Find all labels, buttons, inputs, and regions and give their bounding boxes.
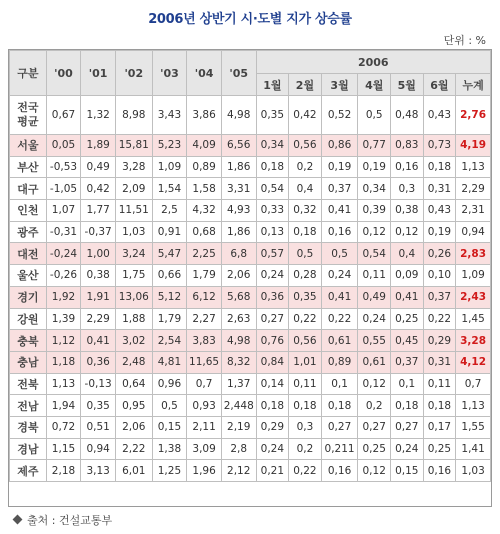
- header-month: 3월: [321, 74, 358, 96]
- value-cell: 2,19: [221, 416, 256, 438]
- value-cell: 0,18: [391, 395, 424, 417]
- value-cell: 0,38: [391, 200, 424, 222]
- cumulative-cell: 3,28: [456, 330, 491, 352]
- table-row: [10, 330, 491, 352]
- value-cell: 0,64: [115, 373, 152, 395]
- value-cell: 0,25: [391, 308, 424, 330]
- value-cell: 0,76: [256, 330, 289, 352]
- value-cell: 0,1: [321, 373, 358, 395]
- value-cell: 6,8: [221, 243, 256, 265]
- value-cell: 2,06: [221, 265, 256, 287]
- cumulative-cell: 2,83: [456, 243, 491, 265]
- value-cell: 0,15: [391, 460, 424, 482]
- value-cell: 2,27: [187, 308, 222, 330]
- value-cell: 1,25: [152, 460, 187, 482]
- value-cell: 0,29: [256, 416, 289, 438]
- value-cell: 2,12: [221, 460, 256, 482]
- region-cell: 서울: [10, 135, 47, 157]
- region-cell: 울산: [10, 265, 47, 287]
- value-cell: 0,38: [81, 265, 116, 287]
- value-cell: 0,22: [423, 308, 456, 330]
- table-row: [10, 395, 491, 417]
- region-cell: 전북: [10, 373, 47, 395]
- value-cell: 0,68: [187, 221, 222, 243]
- value-cell: 0,42: [289, 96, 322, 135]
- table-row: [10, 460, 491, 482]
- value-cell: 1,13: [46, 373, 81, 395]
- value-cell: 4,98: [221, 330, 256, 352]
- value-cell: 0,5: [289, 243, 322, 265]
- value-cell: 13,06: [115, 286, 152, 308]
- value-cell: 3,83: [187, 330, 222, 352]
- region-cell: 강원: [10, 308, 47, 330]
- value-cell: 0,19: [423, 221, 456, 243]
- value-cell: 0,35: [289, 286, 322, 308]
- value-cell: 4,93: [221, 200, 256, 222]
- value-cell: 0,66: [152, 265, 187, 287]
- value-cell: 0,36: [81, 351, 116, 373]
- value-cell: 11,51: [115, 200, 152, 222]
- value-cell: 1,79: [187, 265, 222, 287]
- value-cell: 3,09: [187, 438, 222, 460]
- value-cell: 0,49: [81, 156, 116, 178]
- value-cell: 1,79: [152, 308, 187, 330]
- value-cell: 0,27: [358, 416, 391, 438]
- value-cell: 0,18: [289, 395, 322, 417]
- cumulative-cell: 1,41: [456, 438, 491, 460]
- region-cell: 제주: [10, 460, 47, 482]
- value-cell: 0,54: [256, 178, 289, 200]
- value-cell: 1,96: [187, 460, 222, 482]
- value-cell: 0,43: [423, 96, 456, 135]
- value-cell: -0,53: [46, 156, 81, 178]
- cumulative-cell: 1,45: [456, 308, 491, 330]
- value-cell: 1,03: [115, 221, 152, 243]
- value-cell: 0,19: [321, 156, 358, 178]
- value-cell: 0,19: [358, 156, 391, 178]
- value-cell: 4,81: [152, 351, 187, 373]
- table-row: [10, 351, 491, 373]
- value-cell: 0,18: [321, 395, 358, 417]
- value-cell: 0,14: [256, 373, 289, 395]
- value-cell: 0,32: [289, 200, 322, 222]
- value-cell: 0,5: [358, 96, 391, 135]
- value-cell: 2,11: [187, 416, 222, 438]
- table-row: [10, 265, 491, 287]
- value-cell: 3,24: [115, 243, 152, 265]
- header-year: '03: [152, 51, 187, 96]
- value-cell: 0,3: [391, 178, 424, 200]
- region-cell: 인천: [10, 200, 47, 222]
- value-cell: 0,12: [358, 460, 391, 482]
- value-cell: 4,32: [187, 200, 222, 222]
- header-year: '00: [46, 51, 81, 96]
- value-cell: 1,86: [221, 221, 256, 243]
- cumulative-cell: 0,7: [456, 373, 491, 395]
- value-cell: 0,27: [256, 308, 289, 330]
- value-cell: 1,18: [46, 351, 81, 373]
- value-cell: 0,09: [391, 265, 424, 287]
- value-cell: 1,32: [81, 96, 116, 135]
- value-cell: 0,41: [81, 330, 116, 352]
- value-cell: 0,24: [358, 308, 391, 330]
- value-cell: 0,22: [289, 460, 322, 482]
- value-cell: 1,77: [81, 200, 116, 222]
- value-cell: 0,18: [256, 395, 289, 417]
- unit-label: 단위 : %: [443, 34, 486, 47]
- header-month: 4월: [358, 74, 391, 96]
- value-cell: 0,2: [358, 395, 391, 417]
- value-cell: 0,16: [391, 156, 424, 178]
- value-cell: 0,16: [321, 221, 358, 243]
- table-row: [10, 156, 491, 178]
- table-row: [10, 416, 491, 438]
- value-cell: 0,211: [321, 438, 358, 460]
- table-row: [10, 308, 491, 330]
- value-cell: 1,15: [46, 438, 81, 460]
- value-cell: 0,34: [358, 178, 391, 200]
- value-cell: 2,63: [221, 308, 256, 330]
- value-cell: 6,12: [187, 286, 222, 308]
- value-cell: 0,18: [289, 221, 322, 243]
- region-cell: 충남: [10, 351, 47, 373]
- table-row: [10, 243, 491, 265]
- header-month: 5월: [391, 74, 424, 96]
- value-cell: 1,58: [187, 178, 222, 200]
- table-row: [10, 438, 491, 460]
- value-cell: 0,11: [423, 373, 456, 395]
- value-cell: 0,22: [321, 308, 358, 330]
- value-cell: 1,12: [46, 330, 81, 352]
- table-row: [10, 96, 491, 135]
- value-cell: 0,95: [115, 395, 152, 417]
- value-cell: 6,56: [221, 135, 256, 157]
- header-year: '02: [115, 51, 152, 96]
- value-cell: -0,24: [46, 243, 81, 265]
- value-cell: 0,33: [256, 200, 289, 222]
- value-cell: 2,09: [115, 178, 152, 200]
- value-cell: 1,54: [152, 178, 187, 200]
- value-cell: 1,39: [46, 308, 81, 330]
- value-cell: 2,8: [221, 438, 256, 460]
- value-cell: 0,13: [256, 221, 289, 243]
- value-cell: 5,23: [152, 135, 187, 157]
- value-cell: 2,5: [152, 200, 187, 222]
- value-cell: 0,93: [187, 395, 222, 417]
- value-cell: 0,15: [152, 416, 187, 438]
- value-cell: 0,89: [321, 351, 358, 373]
- value-cell: 0,27: [391, 416, 424, 438]
- value-cell: 0,35: [256, 96, 289, 135]
- value-cell: 1,75: [115, 265, 152, 287]
- value-cell: -1,05: [46, 178, 81, 200]
- value-cell: 6,01: [115, 460, 152, 482]
- value-cell: 0,10: [423, 265, 456, 287]
- value-cell: 1,88: [115, 308, 152, 330]
- value-cell: 0,31: [423, 178, 456, 200]
- region-cell: 광주: [10, 221, 47, 243]
- value-cell: 0,91: [152, 221, 187, 243]
- value-cell: 0,16: [423, 460, 456, 482]
- value-cell: 0,1: [391, 373, 424, 395]
- value-cell: 0,2: [289, 156, 322, 178]
- value-cell: 5,47: [152, 243, 187, 265]
- value-cell: 0,35: [81, 395, 116, 417]
- value-cell: 5,68: [221, 286, 256, 308]
- value-cell: 0,12: [391, 221, 424, 243]
- table-row: [10, 178, 491, 200]
- value-cell: 0,49: [358, 286, 391, 308]
- cumulative-cell: 2,76: [456, 96, 491, 135]
- value-cell: 3,02: [115, 330, 152, 352]
- value-cell: 0,55: [358, 330, 391, 352]
- value-cell: 0,25: [358, 438, 391, 460]
- value-cell: 3,31: [221, 178, 256, 200]
- cumulative-cell: 4,12: [456, 351, 491, 373]
- value-cell: 0,21: [256, 460, 289, 482]
- value-cell: 0,41: [321, 200, 358, 222]
- value-cell: 0,34: [256, 135, 289, 157]
- value-cell: 0,37: [423, 286, 456, 308]
- value-cell: 2,48: [115, 351, 152, 373]
- header-year: '05: [221, 51, 256, 96]
- value-cell: 0,84: [256, 351, 289, 373]
- value-cell: 0,61: [321, 330, 358, 352]
- table-row: [10, 135, 491, 157]
- value-cell: 0,26: [423, 243, 456, 265]
- value-cell: 0,51: [81, 416, 116, 438]
- page-title: 2006년 상반기 시·도별 지가 상승률: [148, 12, 352, 27]
- cumulative-cell: 4,19: [456, 135, 491, 157]
- value-cell: 0,22: [289, 308, 322, 330]
- value-cell: 0,28: [289, 265, 322, 287]
- value-cell: 4,09: [187, 135, 222, 157]
- table-row: [10, 286, 491, 308]
- cumulative-cell: 2,43: [456, 286, 491, 308]
- value-cell: 0,43: [423, 200, 456, 222]
- value-cell: 2,448: [221, 395, 256, 417]
- region-cell: 충북: [10, 330, 47, 352]
- value-cell: -0,37: [81, 221, 116, 243]
- value-cell: 0,45: [391, 330, 424, 352]
- value-cell: 0,96: [152, 373, 187, 395]
- value-cell: 0,36: [256, 286, 289, 308]
- value-cell: 0,12: [358, 221, 391, 243]
- value-cell: 3,43: [152, 96, 187, 135]
- value-cell: 1,91: [81, 286, 116, 308]
- value-cell: 0,72: [46, 416, 81, 438]
- value-cell: 5,12: [152, 286, 187, 308]
- region-cell: 전남: [10, 395, 47, 417]
- header-month: 1월: [256, 74, 289, 96]
- value-cell: 0,3: [289, 416, 322, 438]
- value-cell: 0,83: [391, 135, 424, 157]
- value-cell: 0,54: [358, 243, 391, 265]
- value-cell: 0,4: [289, 178, 322, 200]
- value-cell: 11,65: [187, 351, 222, 373]
- value-cell: 0,18: [256, 156, 289, 178]
- value-cell: 1,92: [46, 286, 81, 308]
- value-cell: 0,56: [289, 330, 322, 352]
- value-cell: 0,11: [358, 265, 391, 287]
- value-cell: 8,98: [115, 96, 152, 135]
- header-cumulative: 누계: [456, 74, 491, 96]
- value-cell: 0,37: [391, 351, 424, 373]
- value-cell: 1,89: [81, 135, 116, 157]
- cumulative-cell: 1,13: [456, 156, 491, 178]
- cumulative-cell: 0,94: [456, 221, 491, 243]
- value-cell: 0,27: [321, 416, 358, 438]
- value-cell: 0,52: [321, 96, 358, 135]
- bullet-diamond-icon: [13, 515, 23, 525]
- table-row: [10, 221, 491, 243]
- value-cell: 2,06: [115, 416, 152, 438]
- header-month: 2월: [289, 74, 322, 96]
- header-month: 6월: [423, 74, 456, 96]
- value-cell: 2,18: [46, 460, 81, 482]
- value-cell: 1,38: [152, 438, 187, 460]
- value-cell: 0,73: [423, 135, 456, 157]
- value-cell: 1,00: [81, 243, 116, 265]
- value-cell: 0,56: [289, 135, 322, 157]
- value-cell: -0,26: [46, 265, 81, 287]
- table-body: [10, 96, 491, 482]
- value-cell: 0,67: [46, 96, 81, 135]
- value-cell: 0,24: [321, 265, 358, 287]
- value-cell: 0,41: [391, 286, 424, 308]
- value-cell: 0,17: [423, 416, 456, 438]
- cumulative-cell: 1,09: [456, 265, 491, 287]
- cumulative-cell: 1,03: [456, 460, 491, 482]
- value-cell: 0,41: [321, 286, 358, 308]
- value-cell: 0,77: [358, 135, 391, 157]
- value-cell: 2,25: [187, 243, 222, 265]
- value-cell: 0,31: [423, 351, 456, 373]
- table-row: [10, 200, 491, 222]
- value-cell: 0,18: [423, 156, 456, 178]
- value-cell: 0,5: [152, 395, 187, 417]
- value-cell: 0,25: [423, 438, 456, 460]
- table-row: [10, 373, 491, 395]
- header-region: 구분: [10, 51, 47, 96]
- value-cell: 0,29: [423, 330, 456, 352]
- value-cell: 3,13: [81, 460, 116, 482]
- value-cell: 4,98: [221, 96, 256, 135]
- value-cell: 0,42: [81, 178, 116, 200]
- header-year: '04: [187, 51, 222, 96]
- value-cell: 3,28: [115, 156, 152, 178]
- cumulative-cell: 2,29: [456, 178, 491, 200]
- cumulative-cell: 2,31: [456, 200, 491, 222]
- value-cell: 1,09: [152, 156, 187, 178]
- header-year: '01: [81, 51, 116, 96]
- value-cell: 0,39: [358, 200, 391, 222]
- value-cell: 0,57: [256, 243, 289, 265]
- value-cell: 0,94: [81, 438, 116, 460]
- value-cell: 0,37: [321, 178, 358, 200]
- value-cell: 0,24: [256, 438, 289, 460]
- value-cell: 0,4: [391, 243, 424, 265]
- value-cell: 0,5: [321, 243, 358, 265]
- cumulative-cell: 1,13: [456, 395, 491, 417]
- value-cell: -0,31: [46, 221, 81, 243]
- value-cell: 2,22: [115, 438, 152, 460]
- value-cell: 0,86: [321, 135, 358, 157]
- value-cell: 0,16: [321, 460, 358, 482]
- region-cell: 대전: [10, 243, 47, 265]
- region-cell: 경기: [10, 286, 47, 308]
- cumulative-cell: 1,55: [456, 416, 491, 438]
- region-cell: 부산: [10, 156, 47, 178]
- value-cell: 1,94: [46, 395, 81, 417]
- region-cell: 경남: [10, 438, 47, 460]
- value-cell: 0,24: [391, 438, 424, 460]
- value-cell: 1,37: [221, 373, 256, 395]
- value-cell: 0,48: [391, 96, 424, 135]
- value-cell: 0,12: [358, 373, 391, 395]
- table-header: [10, 51, 491, 96]
- value-cell: 0,89: [187, 156, 222, 178]
- value-cell: 1,01: [289, 351, 322, 373]
- value-cell: 8,32: [221, 351, 256, 373]
- value-cell: 0,7: [187, 373, 222, 395]
- region-cell: 대구: [10, 178, 47, 200]
- value-cell: 0,24: [256, 265, 289, 287]
- value-cell: 2,29: [81, 308, 116, 330]
- value-cell: 0,18: [423, 395, 456, 417]
- land-price-table: [9, 50, 491, 482]
- value-cell: -0,13: [81, 373, 116, 395]
- value-cell: 0,2: [289, 438, 322, 460]
- source-note: [14, 512, 112, 528]
- value-cell: 0,05: [46, 135, 81, 157]
- value-cell: 15,81: [115, 135, 152, 157]
- source-text: 출처 : 건설교통부: [27, 514, 113, 527]
- region-cell: 경북: [10, 416, 47, 438]
- value-cell: 1,07: [46, 200, 81, 222]
- value-cell: 3,86: [187, 96, 222, 135]
- region-cell: 전국 평균: [10, 96, 47, 135]
- value-cell: 1,86: [221, 156, 256, 178]
- value-cell: 0,11: [289, 373, 322, 395]
- value-cell: 2,54: [152, 330, 187, 352]
- header-year-2006: 2006: [256, 51, 490, 74]
- value-cell: 0,61: [358, 351, 391, 373]
